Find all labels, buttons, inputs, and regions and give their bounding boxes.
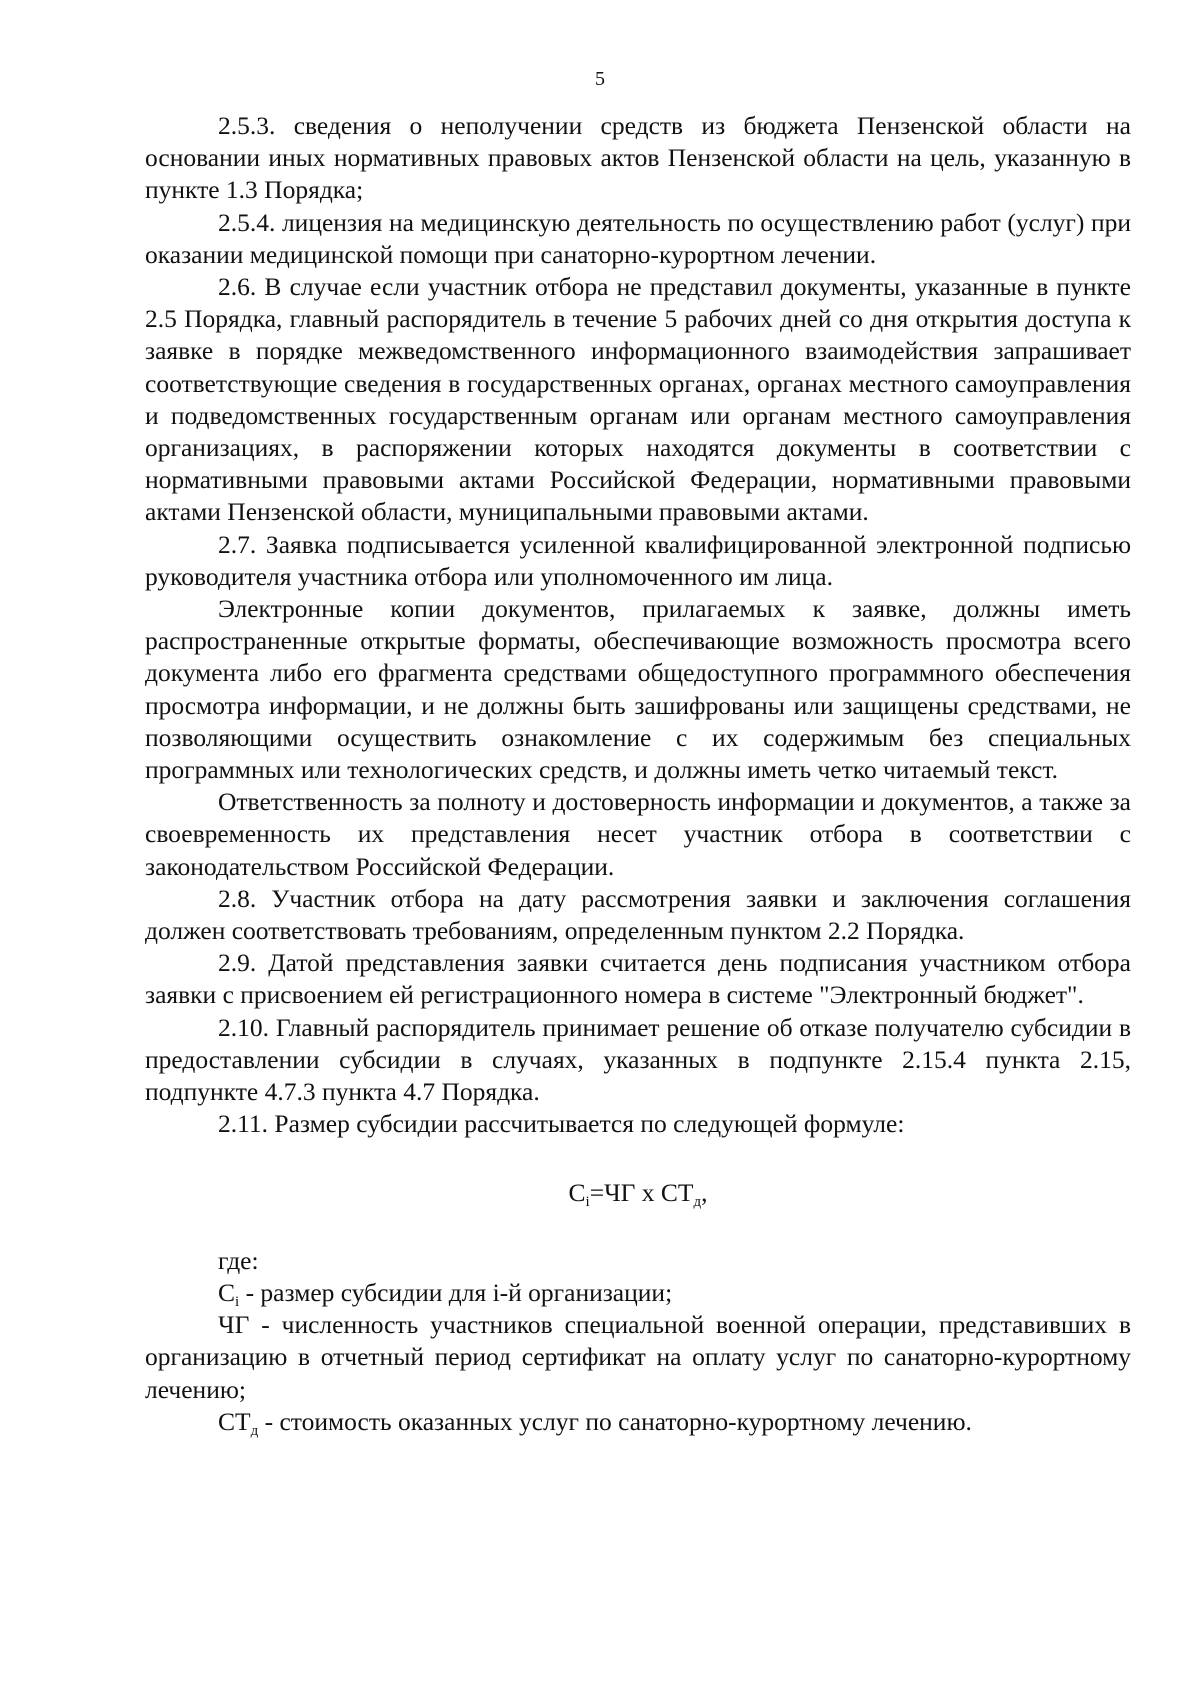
paragraph-2-5-4: 2.5.4. лицензия на медицинскую деятельность по осуществлению работ (услуг) при оказании медицинской помощи при санаторно-курортном лечении. [145,207,1131,269]
paragraph-2-5-3: 2.5.3. сведения о неполучении средств из бюджета Пензенской области на основании иных нормативных правовых актов Пензенской области на цель, указанную в пункте 1.3 Порядка; [145,111,1131,205]
formula-body: =ЧГ х СТ [589,1177,694,1207]
definition-st-subscript: д [250,1422,259,1439]
page-number: 5 [595,68,605,90]
paragraph-2-9: 2.9. Датой представления заявки считается день подписания участником отбора заявки с присвоением ей регистрационного номера в системе "Электронный бюджет". [145,948,1131,1010]
definition-ci-text: - размер субсидии для i-й организации; [239,1277,673,1307]
paragraph-2-7-responsibility: Ответственность за полноту и достоверность информации и документов, а также за своевременность их представления несет участник отбора в соответствии с законодательством Российской Федерации. [145,787,1131,881]
definition-ci-subscript: i [235,1293,240,1310]
formula-c-symbol: С [568,1177,586,1207]
paragraph-2-8: 2.8. Участник отбора на дату рассмотрения заявки и заключения соглашения должен соответствовать требованиям, определенным пунктом 2.2 Порядка. [145,883,1131,946]
definition-chg: ЧГ - численность участников специальной военной операции, представивших в организацию в отчетный период сертификат на оплату услуг по санаторно-курортному лечению; [145,1310,1131,1404]
paragraph-2-10: 2.10. Главный распорядитель принимает решение об отказе получателю субсидии в предоставлении субсидии в случаях, указанных в подпункте 2.15.4 пункта 2.15, подпункте 4.7.3 пункта 4.7 Порядка. [145,1012,1131,1107]
paragraph-2-7: 2.7. Заявка подписывается усиленной квалифицированной электронной подписью руководителя участника отбора или уполномоченного им лица. [145,529,1131,591]
definition-st-text: - стоимость оказанных услуг по санаторно-курортному лечению. [258,1406,972,1436]
formula-tail: , [701,1177,708,1207]
paragraph-2-7-electronic-copies: Электронные копии документов, прилагаемых к заявке, должны иметь распространенные открытые форматы, обеспечивающие возможность просмотра всего документа либо его фрагмента средствами общедоступного программного обеспечения просмотра информации, и не должны быть зашифрованы или защищены средствами, не позволяющими осуществить ознакомление с их содержимым без специальных программных или технологических средств, и должны иметь четко читаемый текст. [145,594,1131,785]
paragraph-2-11: 2.11. Размер субсидии рассчитывается по следующей формуле: [218,1109,905,1139]
definition-ci [145,1277,1131,1309]
document-body [145,110,1131,1438]
definition-st-symbol: СТ [218,1406,251,1436]
formula-c-subscript: i [585,1193,590,1210]
subsidy-formula [145,1177,1131,1209]
definitions-where: где: [218,1245,259,1275]
paragraph-2-6: 2.6. В случае если участник отбора не представил документы, указанные в пункте 2.5 Порядка, главный распорядитель в течение 5 рабочих дней со дня открытия доступа к заявке в порядке межведомственного информационного взаимодействия запрашивает соответствующие сведения в государственных органах, органах местного самоуправления и подведомственных государственным органам или органам местного самоуправления организациях, в распоряжении которых находятся документы в соответствии с нормативными правовыми актами Российской Федерации, нормативными правовыми актами Пензенской области, муниципальными правовыми актами. [145,272,1131,527]
definition-ci-symbol: С [218,1277,236,1307]
definition-st [145,1406,1131,1438]
formula-st-subscript: д [693,1193,702,1210]
